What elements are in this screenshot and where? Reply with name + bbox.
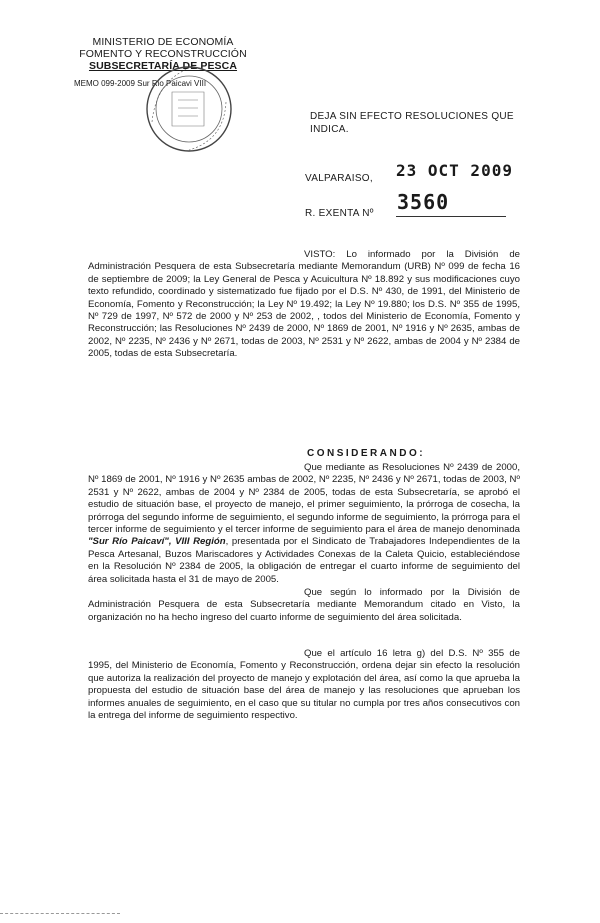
page-edge-mark <box>0 913 120 914</box>
visto-paragraph <box>88 249 520 361</box>
considerando-2-text: Que según lo informado por la División de Administración Pesquera de esta Subsecretaría mediante Memorandum citado en Visto, la organización no ha hecho ingreso del cuarto informe de seguimiento del área solicitada. <box>88 587 520 623</box>
considerando-heading: CONSIDERANDO: <box>307 448 426 459</box>
considerando-1-text <box>88 462 520 586</box>
visto-text: VISTO: Lo informado por la División de Administración Pesquera de esta Subsecretaría mediante Memorandum (URB) Nº 099 de fecha 16 de septiembre de 2009; la Ley General de Pesca y Acuicultura Nº 18.892 y sus modificaciones cuyo texto refundido, coordinado y sistematizado fue fijado por el D.S. Nº 430, de 1991, del Ministerio de Economía, Fomento y Reconstrucción; la Ley Nº 19.492; la Ley Nº 19.880; los D.S. Nº 355 de 1995, Nº 729 de 1997, Nº 572 de 2000 y Nº 253 de 2002, , todos del Ministerio de Economía, Fomento y Reconstrucción; las Resoluciones Nº 2439 de 2000, Nº 1869 de 2001, Nº 1916 y Nº 2635, ambas de 2002, Nº 2235, Nº 2436 y Nº 2671, todas de 2003, Nº 2531 y Nº 2622, ambas de 2004 y Nº 2384 de 2005, todas de esta Subsecretaría. <box>88 249 520 360</box>
exenta-number: 3560 <box>397 190 450 214</box>
considerando-1-part-a: Que mediante as Resoluciones Nº 2439 de 2000, Nº 1869 de 2001, Nº 1916 y Nº 2635 ambas de 2002, Nº 2235, Nº 2436 y Nº 2671, todas de 2003, Nº 2531 y Nº 2622, ambas de 2004 y Nº 2384 de 2005, todas de esta Subsecretaría, se aprobó el estudio de situación base, el proyecto de manejo, el primer seguimiento, la prórroga de cosecha, la prórroga del segundo informe de seguimiento, el segundo informe de seguimiento, la prórroga para el tercer informe de seguimiento y el tercer informe de seguimiento para el área de manejo denominada <box>88 462 520 536</box>
date-stamp: 23 OCT 2009 <box>396 161 513 180</box>
ministry-subtitle: FOMENTO Y RECONSTRUCCIÓN <box>79 48 247 60</box>
considerando-3 <box>88 648 520 722</box>
resolution-subject: DEJA SIN EFECTO RESOLUCIONES QUE INDICA. <box>310 111 514 135</box>
considerando-3-text: Que el artículo 16 letra g) del D.S. Nº 355 de 1995, del Ministerio de Economía, Fomento y Reconstrucción, ordena dejar sin efecto la resolución que autoriza la realización del proyecto de manejo y explotación del área, así como la que aprueba la propuesta del estudio de situación base del área de manejo y las resoluciones que aprueban los informes anuales de seguimiento, en el caso que su titular no cumpla por tres años consecutivos con la entrega del informe de seguimiento respectivo. <box>88 648 520 722</box>
area-name: "Sur Río Paicaví", VIII Región <box>88 536 226 548</box>
number-underline <box>396 216 506 217</box>
considerando-2 <box>88 587 520 624</box>
exenta-label: R. EXENTA Nº <box>305 208 374 219</box>
official-stamp-icon <box>142 62 236 156</box>
considerando-1 <box>88 462 520 586</box>
place-label: VALPARAISO, <box>305 173 373 184</box>
subsecretaria-name: SUBSECRETARÍA DE PESCA <box>88 60 238 72</box>
memo-reference: MEMO 099-2009 Sur Rio Paicavi VIII <box>74 79 207 88</box>
considerando-1-part-b: , presentada por el Sindicato de Trabajadores Independientes de la Pesca Artesanal, Buzos Mariscadores y Actividades Conexas de la Caleta Quicio, estableciéndose en la Resolución Nº 2384 de 2005, la obligación de entregar el cuarto informe de seguimiento del área solicitada hasta el 31 de mayo de 2005. <box>88 536 520 585</box>
ministry-name: MINISTERIO DE ECONOMÍA <box>92 36 234 48</box>
